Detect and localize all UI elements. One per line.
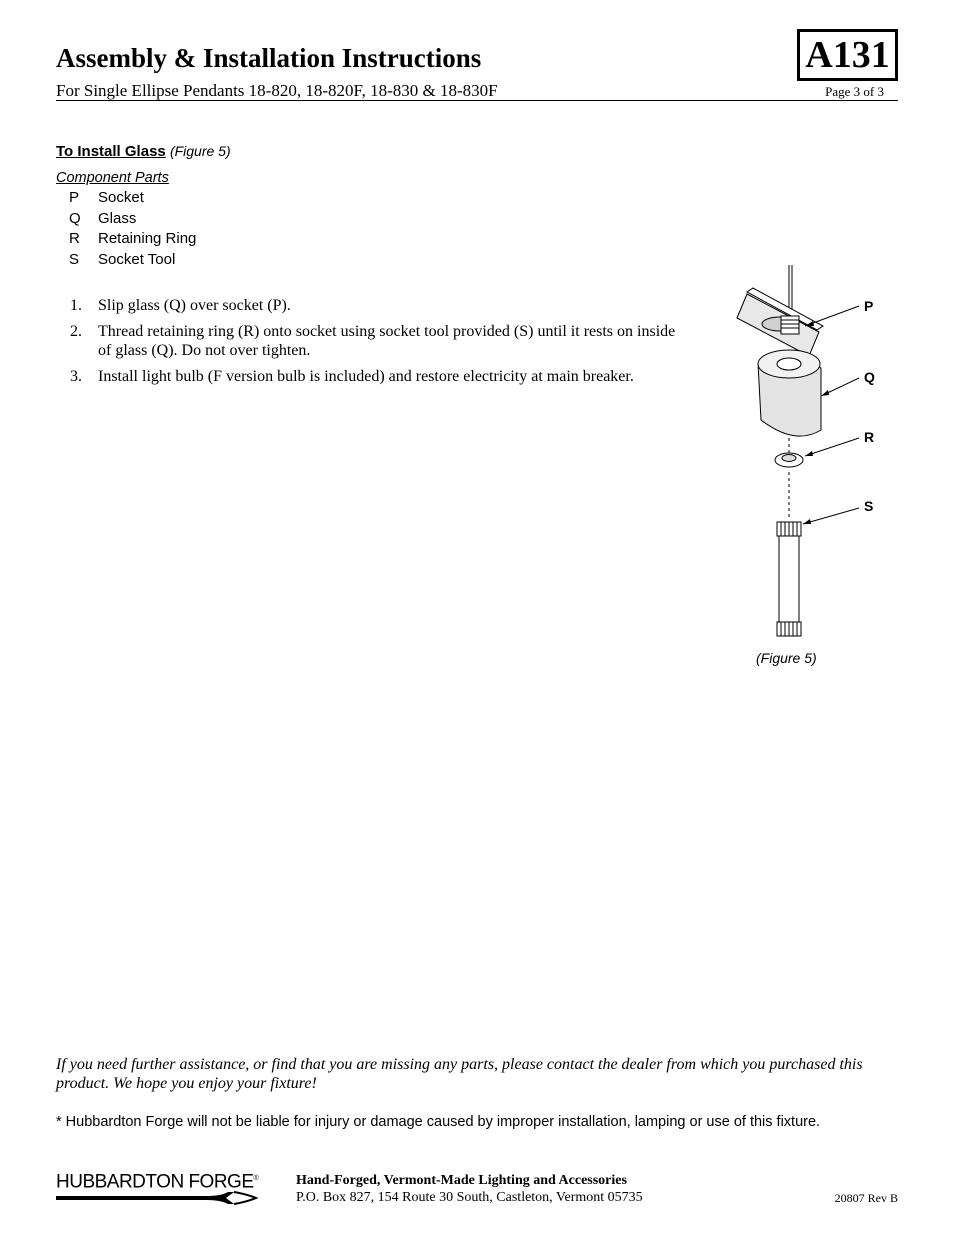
- part-name: Socket Tool: [98, 250, 176, 268]
- assistance-note: If you need further assistance, or find that you are missing any parts, please contact the dealer from which you purchased this product. We hope you enjoy your fixture!: [56, 1056, 863, 1092]
- leader-line-s: [803, 508, 859, 524]
- logo-wordmark: HUBBARDTON FORGE: [56, 1171, 254, 1193]
- section-title: To Install Glass: [56, 143, 166, 160]
- callout-s: S: [864, 498, 874, 514]
- callout-q: Q: [864, 369, 875, 385]
- part-name: Glass: [98, 209, 137, 227]
- document-subtitle: For Single Ellipse Pendants 18-820, 18-820F, 18-830 & 18-830F: [56, 81, 498, 100]
- instruction-step: [70, 296, 690, 315]
- component-parts-label: Component Parts: [56, 170, 169, 186]
- company-address: P.O. Box 827, 154 Route 30 South, Castleton, Vermont 05735: [296, 1190, 643, 1205]
- document-title: Assembly & Installation Instructions: [56, 43, 482, 73]
- list-item: [69, 188, 196, 209]
- section-heading: [56, 141, 231, 162]
- logo-tongs-icon: [56, 1190, 262, 1206]
- list-item: [69, 229, 196, 250]
- step-text: Slip glass (Q) over socket (P).: [98, 297, 291, 314]
- part-letter: P: [69, 189, 80, 206]
- step-text: Thread retaining ring (R) onto socket using socket tool provided (S) until it rests on inside of glass (Q). Do not over tighten.: [98, 323, 676, 359]
- document-code-box: A131: [797, 29, 898, 81]
- figure-5-illustration: [725, 260, 895, 650]
- socket-tool-body: [779, 536, 799, 626]
- instruction-step: [70, 367, 690, 386]
- header-rule: [56, 100, 898, 101]
- step-number: 1.: [70, 297, 82, 314]
- list-item: [69, 209, 196, 230]
- liability-disclaimer: * Hubbardton Forge will not be liable for injury or damage caused by improper installation, lamping or use of this fixture.: [56, 1114, 821, 1130]
- leader-line-r: [805, 438, 859, 456]
- step-number: 2.: [70, 323, 82, 340]
- instruction-step: [70, 322, 690, 360]
- company-tagline: Hand-Forged, Vermont-Made Lighting and Accessories: [296, 1173, 627, 1188]
- callout-p: P: [864, 298, 874, 314]
- list-item: [69, 250, 196, 271]
- part-letter: R: [69, 230, 80, 247]
- socket: [781, 316, 799, 334]
- part-letter: Q: [69, 209, 81, 227]
- step-number: 3.: [70, 368, 82, 385]
- step-text: Install light bulb (F version bulb is included) and restore electricity at main breaker.: [98, 368, 634, 385]
- page-indicator: Page 3 of 3: [825, 84, 884, 99]
- part-letter: S: [69, 250, 80, 268]
- part-name: Socket: [98, 189, 144, 206]
- hubbardton-forge-logo: [56, 1168, 266, 1208]
- section-figure-ref: (Figure 5): [169, 143, 231, 159]
- logo-registered-mark: ®: [253, 1175, 259, 1182]
- instruction-steps: [70, 296, 690, 393]
- revision-code: 20807 Rev B: [834, 1191, 898, 1205]
- component-parts-list: [69, 188, 196, 270]
- callout-r: R: [864, 429, 875, 445]
- part-name: Retaining Ring: [98, 230, 197, 247]
- figure-caption: (Figure 5): [756, 650, 817, 666]
